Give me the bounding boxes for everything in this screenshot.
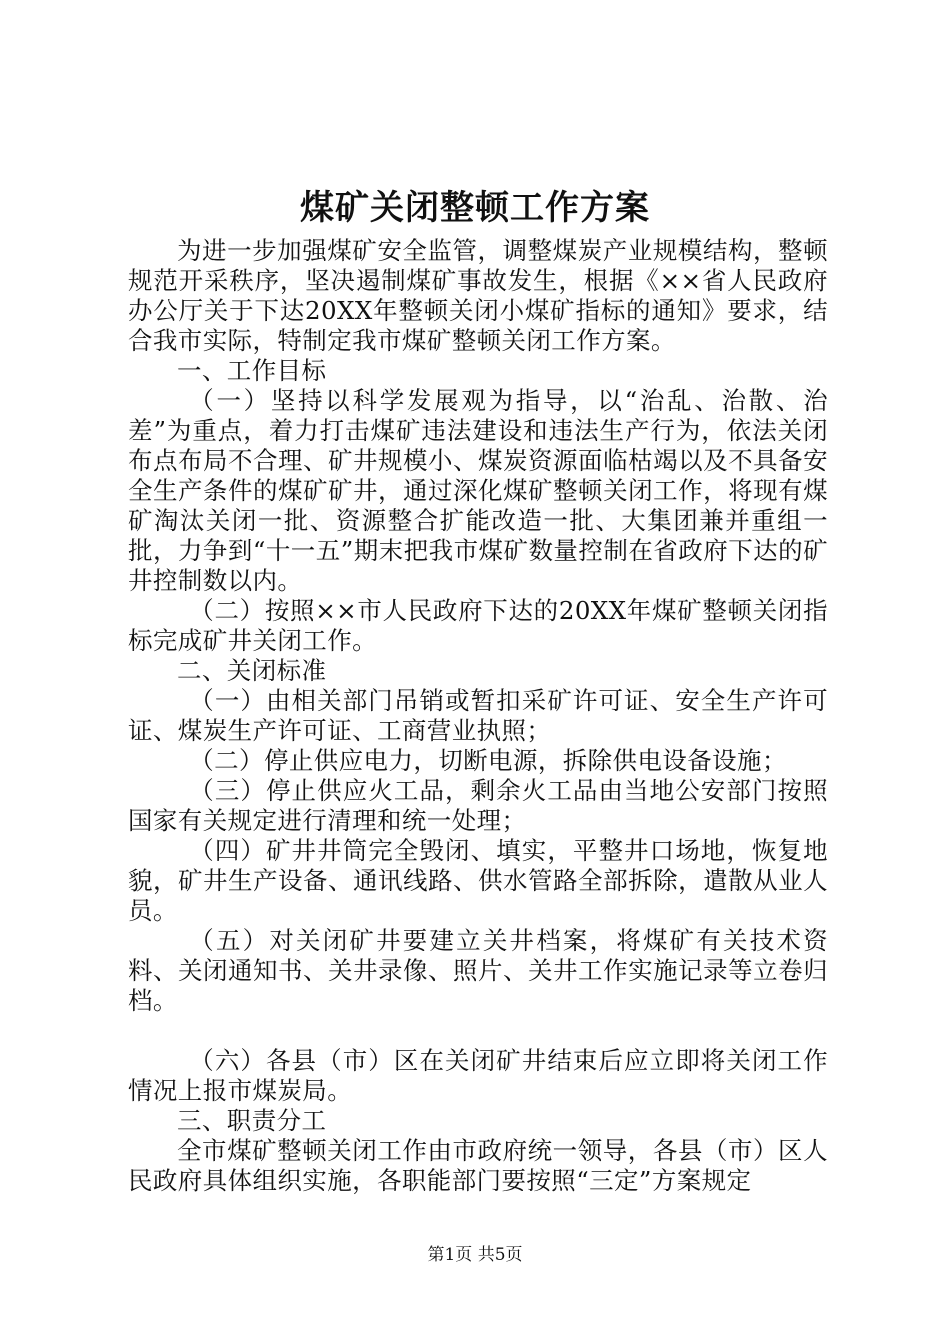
standard-item-1: （一）由相关部门吊销或暂扣采矿许可证、安全生产许可证、煤炭生产许可证、工商营业执照； — [128, 686, 828, 745]
section-heading-standards: 二、关闭标准 — [177, 656, 327, 685]
goal-item-2: （二）按照××市人民政府下达的20XX年煤矿整顿关闭指标完成矿井关闭工作。 — [128, 596, 828, 655]
document-body — [128, 236, 828, 1196]
document-title: 煤矿关闭整顿工作方案 — [300, 188, 650, 228]
standard-item-4: （四）矿井井筒完全毁闭、填实，平整井口场地，恢复地貌，矿井生产设备、通讯线路、供水管路全部拆除，遣散从业人员。 — [128, 836, 828, 925]
responsibilities-paragraph: 全市煤矿整顿关闭工作由市政府统一领导，各县（市）区人民政府具体组织实施，各职能部门要按照“三定”方案规定 — [128, 1136, 828, 1195]
goal-item-1: （一）坚持以科学发展观为指导，以“治乱、治散、治差”为重点，着力打击煤矿违法建设和违法生产行为，依法关闭布点布局不合理、矿井规模小、煤炭资源面临枯竭以及不具备安全生产条件的煤矿矿井，通过深化煤矿整顿关闭工作，将现有煤矿淘汰关闭一批、资源整合扩能改造一批、大集团兼并重组一批，力争到“十一五”期末把我市煤矿数量控制在省政府下达的矿井控制数以内。 — [128, 386, 828, 595]
page-footer: 第1页 共5页 — [427, 1245, 523, 1265]
standard-item-2: （二）停止供应电力，切断电源，拆除供电设备设施； — [189, 746, 787, 775]
intro-paragraph: 为进一步加强煤矿安全监管，调整煤炭产业规模结构，整顿规范开采秩序，坚决遏制煤矿事故发生，根据《××省人民政府办公厅关于下达20XX年整顿关闭小煤矿指标的通知》要求，结合我市实际，特制定我市煤矿整顿关闭工作方案。 — [128, 236, 828, 355]
standard-item-6: （六）各县（市）区在关闭矿井结束后应立即将关闭工作情况上报市煤炭局。 — [128, 1046, 828, 1105]
section-heading-goals: 一、工作目标 — [177, 356, 327, 385]
standard-item-5: （五）对关闭矿井要建立关井档案，将煤矿有关技术资料、关闭通知书、关井录像、照片、关井工作实施记录等立卷归档。 — [128, 926, 828, 1015]
standard-item-3: （三）停止供应火工品，剩余火工品由当地公安部门按照国家有关规定进行清理和统一处理； — [128, 776, 828, 835]
section-heading-responsibilities: 三、职责分工 — [177, 1106, 327, 1135]
